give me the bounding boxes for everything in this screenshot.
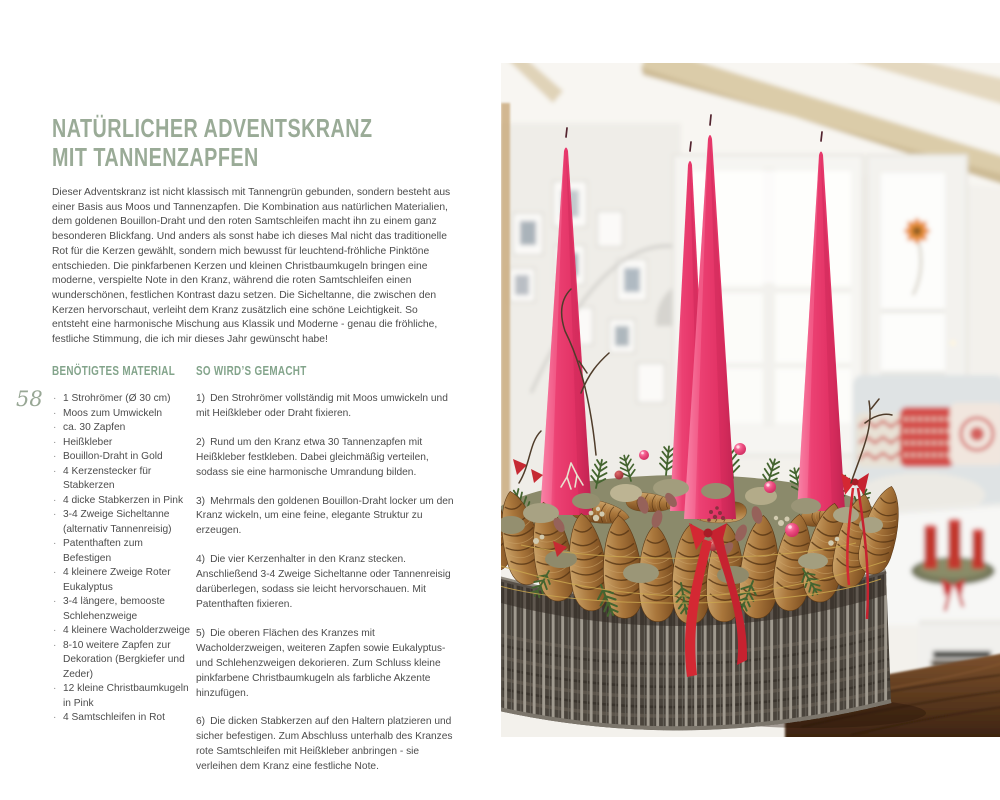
step-text: Rund um den Kranz etwa 30 Tannenzapfen mit Heißkleber festkleben. Dabei gleichmäßig verteilen, sodass sie eine harmonische Umrandung bilden. — [196, 436, 429, 478]
step — [196, 495, 462, 540]
article-title — [52, 114, 373, 172]
material-item — [52, 595, 192, 624]
material-item — [52, 494, 192, 509]
bullet: · — [53, 625, 57, 636]
material-item-text: Heißkleber — [63, 436, 113, 448]
step-number: 3) — [196, 495, 206, 507]
material-item — [52, 682, 192, 711]
material-item-text: 4 Samtschleifen in Rot — [63, 712, 165, 723]
material-item — [52, 566, 192, 595]
bullet: · — [53, 509, 57, 520]
bullet: · — [53, 436, 57, 448]
material-item-text: Patenthaften zum Befestigen — [63, 538, 143, 564]
bullet: · — [53, 567, 57, 578]
step-text: Mehrmals den goldenen Bouillon-Draht locker um den Kranz wickeln, um eine feine, elegante Struktur zu erzeugen. — [196, 495, 454, 537]
advent-wreath-photo — [501, 63, 1000, 737]
step — [196, 627, 462, 702]
article-title-line2: MIT TANNENZAPFEN — [52, 142, 259, 172]
material-item — [52, 392, 192, 407]
bullet: · — [53, 538, 57, 549]
page-number: 58 — [16, 387, 43, 411]
material-item — [52, 639, 192, 683]
bullet: · — [53, 494, 57, 506]
step-text: Den Strohrömer vollständig mit Moos umwickeln und mit Heißkleber oder Draht fixieren. — [196, 393, 448, 419]
bullet: · — [53, 683, 57, 694]
step-number: 5) — [196, 627, 206, 639]
material-item — [52, 407, 192, 422]
step-number: 1) — [196, 393, 206, 404]
bullet: · — [53, 639, 57, 651]
step — [196, 392, 462, 422]
material-item — [52, 436, 192, 451]
bullet: · — [53, 712, 57, 723]
bullet: · — [53, 596, 57, 607]
step-number: 6) — [196, 716, 206, 728]
step — [196, 436, 462, 481]
material-item — [52, 711, 192, 726]
material-item-text: 4 kleinere Wacholderzweige — [63, 625, 191, 636]
photo-illustration — [501, 63, 1000, 737]
material-item-text: Moos zum Umwickeln — [63, 407, 163, 419]
step-text: Die dicken Stabkerzen auf den Haltern platzieren und sicher befestigen. Zum Abschluss unterhalb des Kranzes rote Samtschleifen mit Heißkleber anbringen - sie verleihen dem Kranz eine festliche Note. — [196, 716, 453, 773]
material-item-text: 4 kleinere Zweige Roter Eukalyptus — [63, 567, 171, 593]
materials-items — [52, 392, 192, 726]
step-number: 4) — [196, 554, 206, 566]
material-item-text: 1 Strohrömer (Ø 30 cm) — [63, 393, 171, 404]
step-text: Die vier Kerzenhalter in den Kranz stecken. Anschließend 3-4 Zweige Sicheltanne oder Tannenreisig darüberlegen, sodass sie leicht hervorschauen. Mit Patenthaften fixieren. — [196, 554, 451, 610]
materials-list — [52, 392, 192, 726]
bullet: · — [53, 407, 57, 419]
bullet: · — [53, 451, 57, 462]
step-text: Die oberen Flächen des Kranzes mit Wacholderzweigen, weiteren Zapfen sowie Eukalyptus- und Schlehenzweigen dekorieren. Zum Schluss kleine pinkfarbene Christbaumkugeln als farbliche Akzente hinzufügen. — [196, 627, 446, 699]
material-item — [52, 508, 192, 537]
steps-heading: SO WIRD’S GEMACHT — [196, 363, 307, 378]
material-item-text: 8-10 weitere Zapfen zur Dekoration (Bergkiefer und Zeder) — [63, 639, 185, 680]
material-item-text: 3-4 längere, bemooste Schlehenzweige — [63, 596, 165, 622]
step — [196, 553, 462, 613]
bullet: · — [53, 422, 57, 433]
steps-list — [196, 392, 462, 789]
intro-paragraph: Dieser Adventskranz ist nicht klassisch mit Tannengrün gebunden, sondern besteht aus einer Basis aus Moos und Tannenzapfen. Die Kombination aus natürlichen Materialien, dem goldenen Bouillon-Draht und den roten Samtschleifen macht ihn zu einem ganz besonderen Blickfang. Und anders als sonst habe ich dieses Mal nicht das traditionelle Rot für die Kerzen gewählt, sondern mich bewusst für leuchtend-fröhliche Pinktöne entschieden. Die pinkfarbenen Kerzen und kleinen Christbaumkugeln bringen eine moderne, verspielte Note in den Kranz, während die roten Samtschleifen einen wunderschönen, festlichen Kontrast dazu setzen. Die Sicheltanne, die zwischen den Kerzen hervorschaut, verleiht dem Kranz zusätzlich eine schöne Leichtigkeit. So entsteht eine harmonische Mischung aus Klassik und Moderne - genau die fröhliche, festliche Stimmung, die ich mir dieses Jahr gewünscht habe! — [52, 187, 451, 346]
material-item — [52, 421, 192, 436]
material-item-text: 3-4 Zweige Sicheltanne (alternativ Tannenreisig) — [63, 509, 172, 535]
material-item-text: ca. 30 Zapfen — [63, 422, 126, 433]
materials-heading: BENÖTIGTES MATERIAL — [52, 363, 176, 378]
bullet: · — [53, 465, 57, 477]
step — [196, 715, 462, 775]
material-item — [52, 450, 192, 465]
sofa — [853, 375, 1000, 517]
material-item — [52, 624, 192, 639]
bullet: · — [53, 393, 57, 404]
material-item — [52, 465, 192, 494]
material-item-text: Bouillon-Draht in Gold — [63, 451, 163, 462]
step-number: 2) — [196, 436, 206, 448]
material-item-text: 4 Kerzenstecker für Stabkerzen — [63, 465, 152, 491]
material-item — [52, 537, 192, 566]
material-item-text: 4 dicke Stabkerzen in Pink — [63, 494, 184, 506]
pillow-red — [900, 407, 954, 467]
material-item-text: 12 kleine Christbaumkugeln in Pink — [63, 683, 189, 709]
wall-edge-strip — [501, 103, 510, 533]
article-title-line1: NATÜRLICHER ADVENTSKRANZ — [52, 113, 373, 143]
